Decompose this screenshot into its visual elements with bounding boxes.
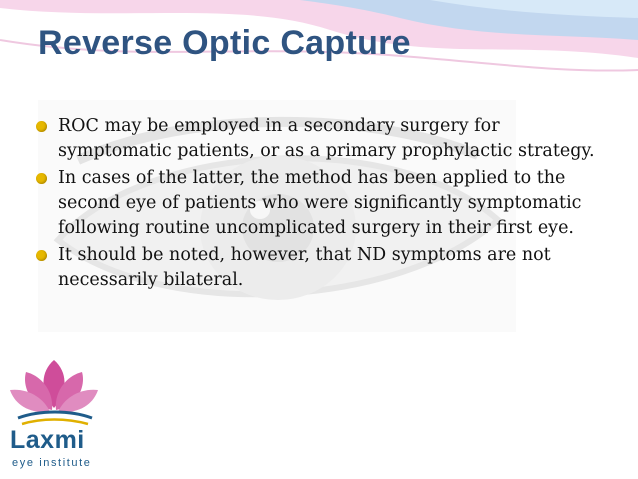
bullet-item <box>36 166 596 241</box>
bullet-text: It should be noted, however, that ND symptoms are not necessarily bilateral. <box>58 245 551 290</box>
bullet-text: In cases of the latter, the method has been applied to the second eye of patients who were significantly symptomatic following routine uncomplicated surgery in their first eye. <box>58 168 582 238</box>
slide-title: Reverse Optic Capture <box>38 24 411 62</box>
bullet-item <box>36 114 596 164</box>
bullet-list <box>36 114 596 295</box>
bullet-marker-icon <box>36 173 47 184</box>
bullet-marker-icon <box>36 121 47 132</box>
logo-name: Laxmi <box>10 426 85 454</box>
bullet-marker-icon <box>36 250 47 261</box>
bullet-text: ROC may be employed in a secondary surgery for symptomatic patients, or as a primary prophylactic strategy. <box>58 116 595 161</box>
logo-subtitle: eye institute <box>12 457 92 469</box>
bullet-item <box>36 243 596 293</box>
lotus-icon <box>0 352 108 432</box>
